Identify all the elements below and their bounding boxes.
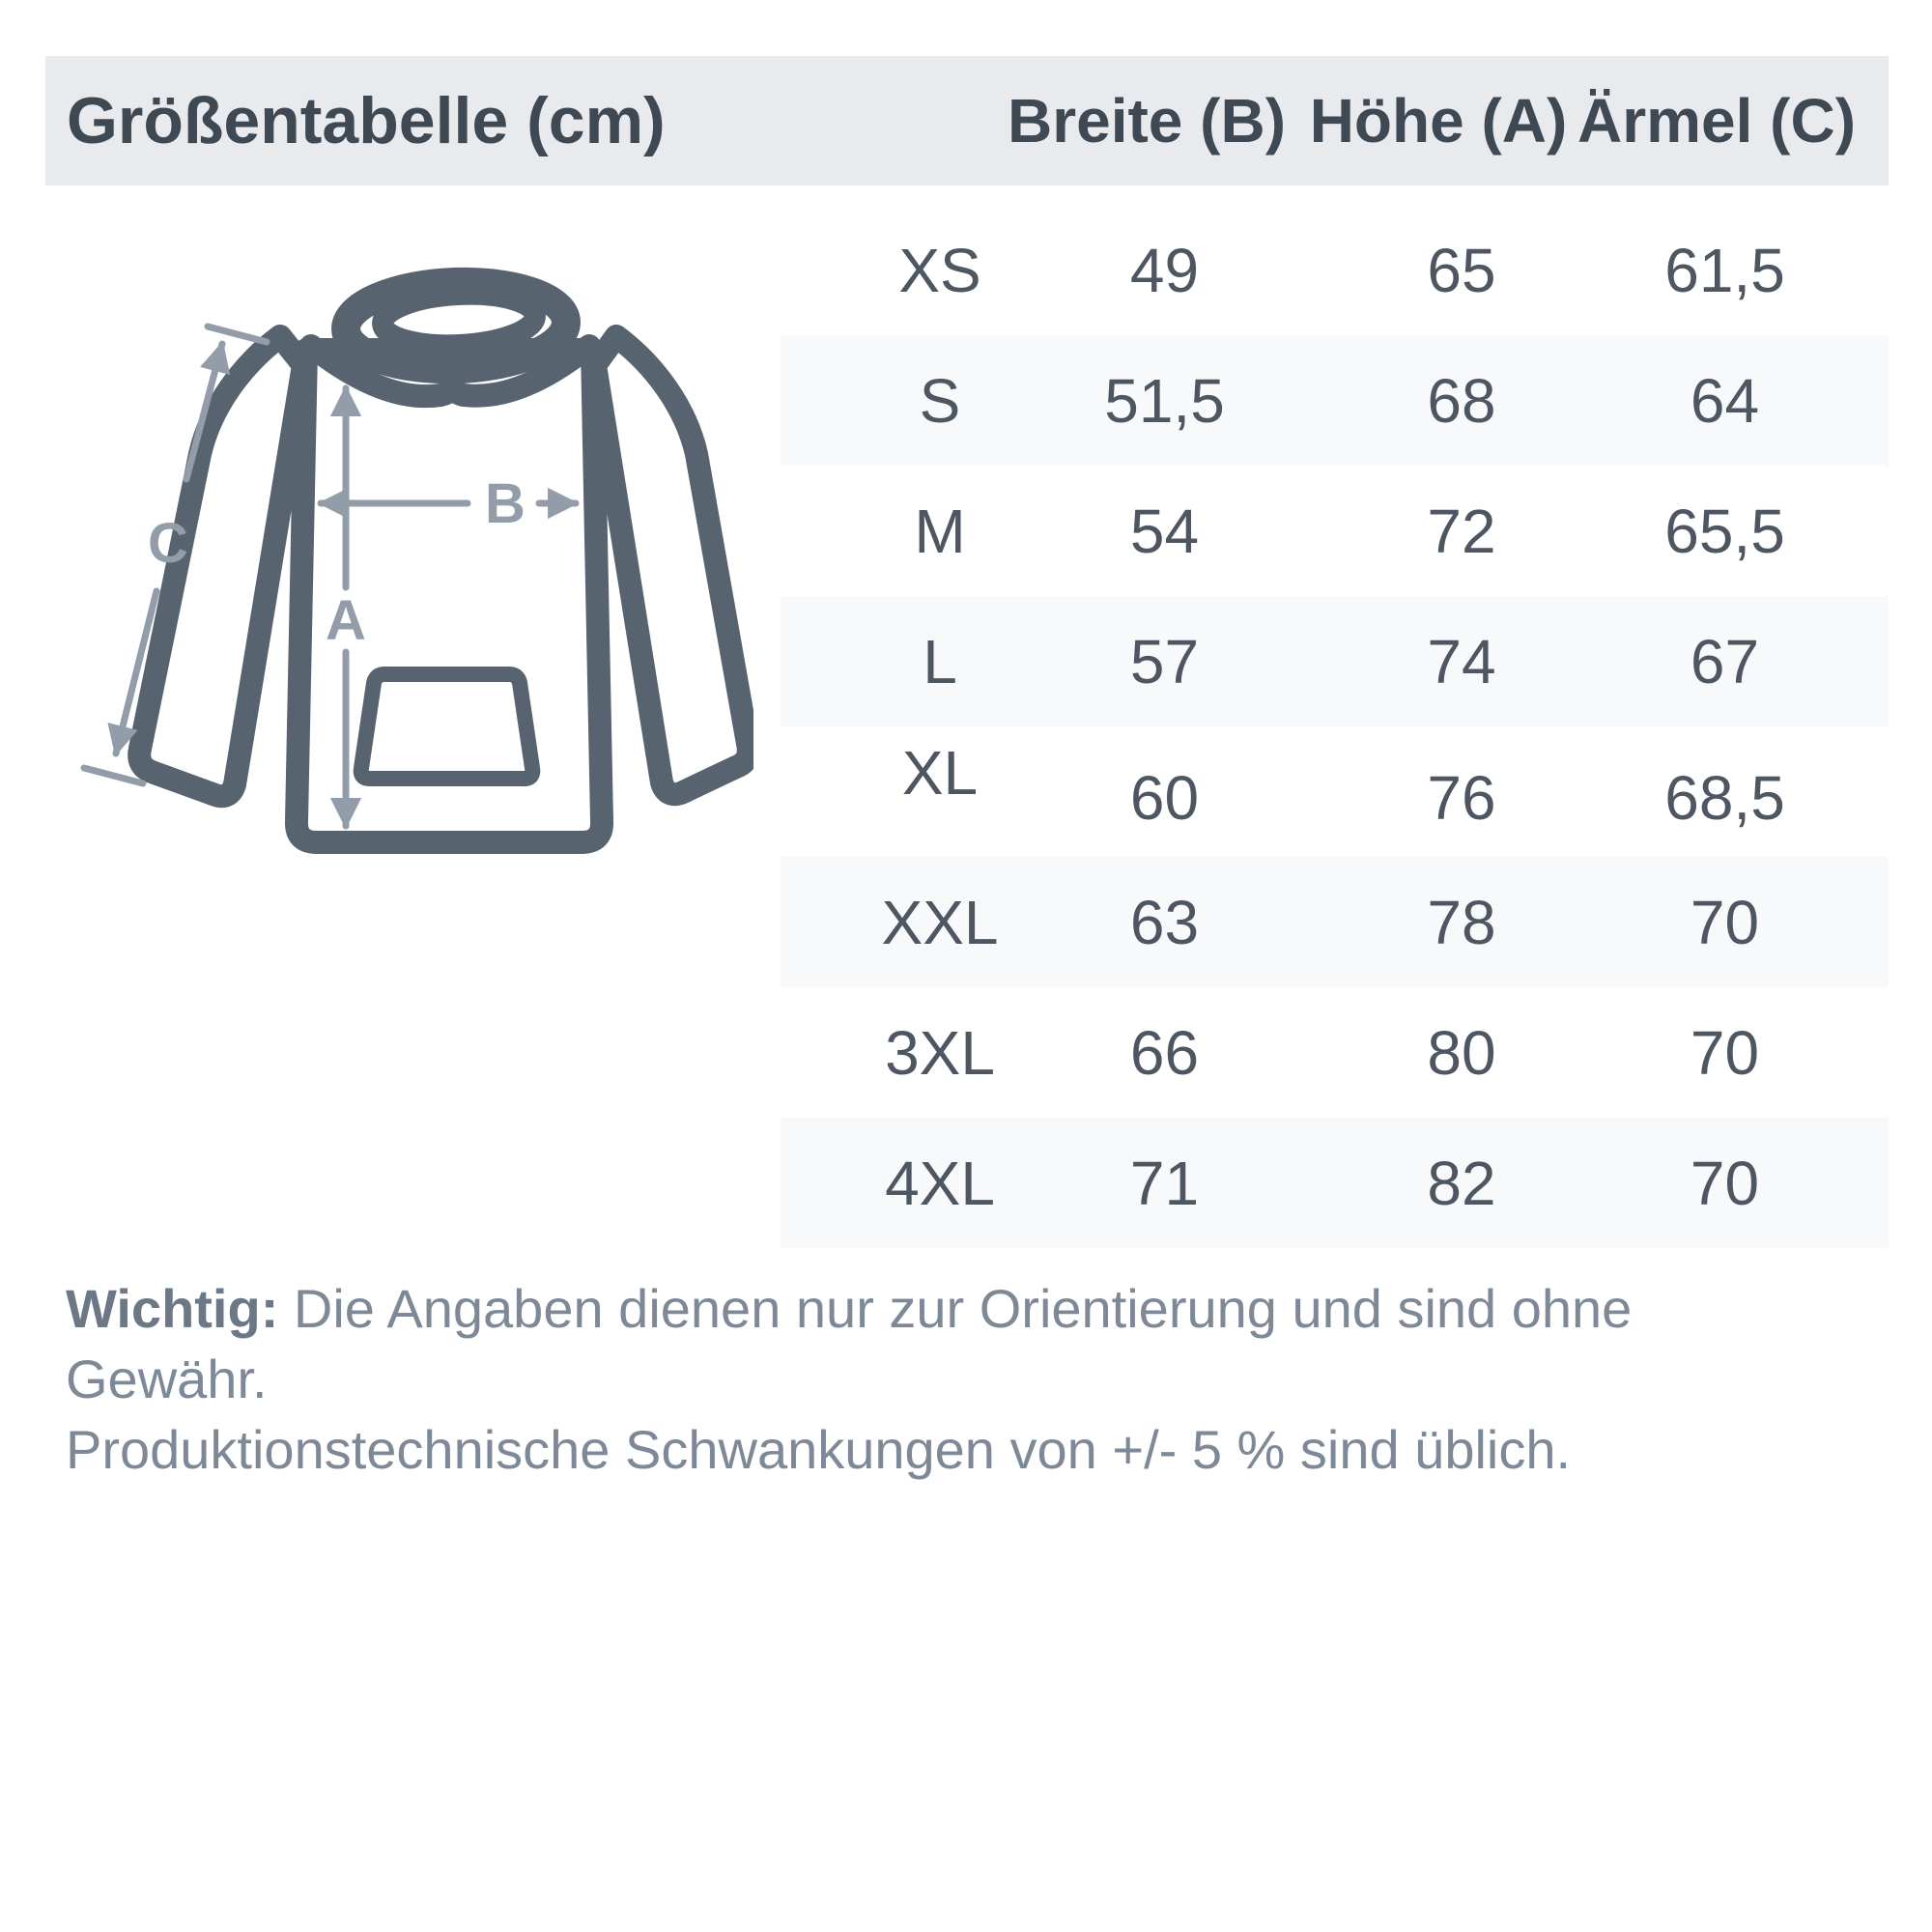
- value-aermel: 64: [1690, 365, 1760, 436]
- size-table-rows: [781, 205, 1889, 1248]
- size-label: XXL: [881, 887, 999, 957]
- hoodie-right-sleeve-shape: [595, 336, 749, 794]
- measure-c-tick-top: [208, 327, 267, 342]
- table-row-S: [781, 335, 1889, 466]
- value-breite: 60: [1129, 762, 1200, 833]
- disclaimer-line-1: Wichtig: Die Angaben dienen nur zur Orientierung und sind ohne Gewähr.: [66, 1278, 1633, 1409]
- disclaimer-note: [66, 1273, 1833, 1485]
- hoodie-diagram: [58, 203, 753, 860]
- page-title: Größentabelle (cm): [67, 84, 666, 157]
- value-breite: 66: [1129, 1017, 1200, 1088]
- value-hoehe: 78: [1427, 887, 1496, 957]
- size-label: L: [923, 626, 957, 696]
- column-header-aermel: Ärmel (C): [1577, 86, 1857, 156]
- value-aermel: 70: [1690, 1017, 1760, 1088]
- measure-label-b: B: [485, 472, 526, 535]
- table-row-4XL: [781, 1118, 1889, 1248]
- value-hoehe: 72: [1427, 496, 1496, 566]
- size-label: M: [914, 496, 966, 566]
- table-header-bar: [45, 56, 1889, 185]
- value-hoehe: 65: [1427, 235, 1496, 305]
- value-hoehe: 76: [1427, 762, 1496, 833]
- value-hoehe: 74: [1427, 626, 1496, 696]
- disclaimer-lead: Wichtig:: [66, 1278, 279, 1339]
- size-label: 3XL: [885, 1017, 995, 1088]
- value-breite: 51,5: [1104, 365, 1225, 436]
- value-aermel: 61,5: [1664, 235, 1785, 305]
- column-header-breite: Breite (B): [1007, 86, 1287, 156]
- value-hoehe: 82: [1427, 1148, 1496, 1218]
- measure-label-a: A: [326, 589, 366, 652]
- table-row-XL: [781, 726, 1889, 857]
- value-hoehe: 68: [1427, 365, 1496, 436]
- value-aermel: 67: [1690, 626, 1760, 696]
- measure-label-c: C: [148, 512, 188, 575]
- value-aermel: 68,5: [1664, 762, 1785, 833]
- value-breite: 71: [1129, 1148, 1200, 1218]
- value-aermel: 70: [1690, 1148, 1760, 1218]
- value-breite: 63: [1129, 887, 1200, 957]
- size-label: XL: [901, 737, 979, 808]
- disclaimer-line-2: Produktionstechnische Schwankungen von +/- 5 % sind üblich.: [66, 1419, 1572, 1480]
- column-header-hoehe: Höhe (A): [1309, 86, 1568, 156]
- table-row-XS: [781, 205, 1889, 335]
- value-breite: 54: [1129, 496, 1200, 566]
- value-breite: 57: [1129, 626, 1200, 696]
- hoodie-pocket: [361, 674, 533, 779]
- size-label: XS: [898, 235, 981, 305]
- size-label: 4XL: [885, 1148, 995, 1218]
- table-row-3XL: [781, 987, 1889, 1118]
- value-aermel: 65,5: [1664, 496, 1785, 566]
- size-label: S: [919, 365, 961, 436]
- table-row-M: [781, 466, 1889, 596]
- hoodie-hood-inner-ring: [382, 291, 537, 349]
- value-aermel: 70: [1690, 887, 1760, 957]
- value-hoehe: 80: [1427, 1017, 1496, 1088]
- value-breite: 49: [1129, 235, 1200, 305]
- table-row-XXL: [781, 857, 1889, 987]
